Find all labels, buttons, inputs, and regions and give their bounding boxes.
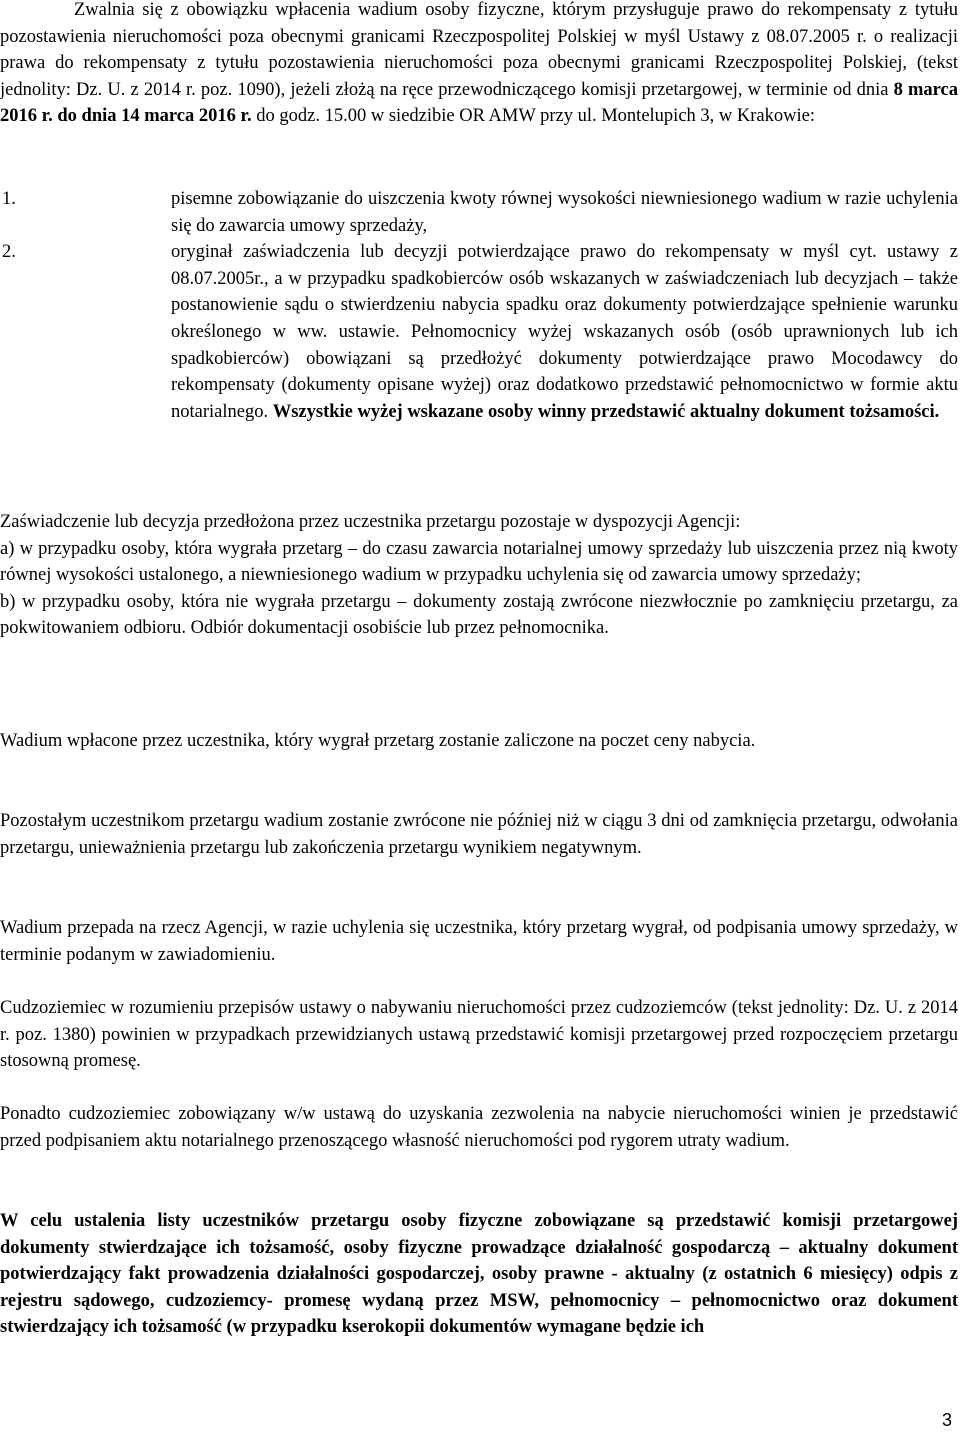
section-wadium-return: Pozostałym uczestnikom przetargu wadium zostanie zwrócone nie później niż w ciągu 3 dni od zamknięcia przetargu, odwołania przetargu, unieważnienia przetargu lub zakończenia przetargu wynikiem negatywnym. (0, 811, 958, 858)
list-text-regular: oryginał zaświadczenia lub decyzji potwierdzające prawo do rekompensaty w myśl cyt. ustawy z 08.07.2005r., a w przypadku spadkobierców osób wskazanych w zaświadczeniach lub decyzjach – także postanowienie sądu o stwierdzeniu nabycia spadku oraz dokumenty potwierdzające spełnienie warunku określonego w ww. ustawie. Pełnomocnicy wyżej wskazanych osób (osób uprawnionych lub ich spadkobierców) obowiązani są przedłożyć dokumenty potwierdzające prawo Mocodawcy do rekompensaty (dokumenty opisane wyżej) oraz dodatkowo przedstawić pełnomocnictwo w formie aktu notarialnego. (171, 242, 958, 422)
section-wadium-credit: Wadium wpłacone przez uczestnika, który wygrał przetarg zostanie zaliczone na poczet ceny nabycia. (0, 731, 756, 751)
list-item (0, 186, 958, 239)
section-certificate (0, 509, 958, 642)
section-foreigner-promise: Cudzoziemiec w rozumieniu przepisów ustawy o nabywaniu nieruchomości przez cudzoziemców (tekst jednolity: Dz. U. z 2014 r. poz. 1380) powinien w przypadkach przewidzianych ustawą przedstawić komisji przetargowej przed rozpoczęciem przetargu stosowną promesę. (0, 998, 958, 1072)
list-item (0, 239, 958, 425)
list-text-bold: Wszystkie wyżej wskazane osoby winny przedstawić aktualny dokument tożsamości. (272, 401, 940, 422)
list-number: 2. (2, 242, 16, 263)
section-participant-documents: W celu ustalenia listy uczestników przetargu osoby fizyczne zobowiązane są przedstawić komisji przetargowej dokumenty stwierdzające ich tożsamość, osoby fizyczne prowadzące działalność gospodarczą – aktualny dokument potwierdzający fakt prowadzenia działalności gospodarczej, osoby prawne - aktualny (z ostatnich 6 miesięcy) odpis z rejestru sądowego, cudzoziemcy- promesę wydaną przez MSW, pełnomocnicy – pełnomocnictwo oraz dokument stwierdzający ich tożsamość (w przypadku kserokopii dokumentów wymagane będzie ich (0, 1211, 958, 1338)
intro-text-1: Zwalnia się z obowiązku wpłacenia wadium osoby fizyczne, którym przysługuje prawo do rekompensaty z tytułu pozostawienia nieruchomości poza obecnymi granicami Rzeczpospolitej Polskiej w myśl Ustawy z 08.07.2005 r. o realizacji prawa do rekompensaty z tytułu pozostawienia nieruchomości poza obecnymi granicami Rzeczpospolitej Polskiej, (tekst jednolity: Dz. U. z 2014 r. poz. 1090), jeżeli złożą na ręce przewodniczącego komisji przetargowej, w terminie od dnia (0, 0, 958, 100)
page-number: 3 (941, 1410, 952, 1430)
section-certificate-b: b) w przypadku osoby, która nie wygrała przetargu – dokumenty zostają zwrócone niezwłocznie po zamknięciu przetargu, za pokwitowaniem odbioru. Odbiór dokumentacji osobiście lub przez pełnomocnika. (0, 591, 958, 639)
intro-text-2: do godz. 15.00 w siedzibie OR AMW przy ul. Montelupich 3, w Krakowie: (251, 106, 815, 127)
section-certificate-intro: Zaświadczenie lub decyzja przedłożona przez uczestnika przetargu pozostaje w dyspozycji Agencji: (0, 512, 741, 532)
section-certificate-a: a) w przypadku osoby, która wygrała przetarg – do czasu zawarcia notarialnej umowy sprzedaży lub uiszczenia przez nią kwoty równej wysokości ustalonego, a niewniesionego wadium w przypadku uchylenia się od zawarcia umowy sprzedaży; (0, 538, 958, 586)
section-foreigner-permit: Ponadto cudzoziemiec zobowiązany w/w ustawą do uzyskania zezwolenia na nabycie nieruchomości winien je przedstawić przed podpisaniem aktu notarialnego przenoszącego własność nieruchomości pod rygorem utraty wadium. (0, 1104, 958, 1151)
list-text (171, 239, 958, 425)
requirements-list (0, 186, 958, 425)
section-wadium-forfeit: Wadium przepada na rzecz Agencji, w razie uchylenia się uczestnika, który przetarg wygrał, od podpisania umowy sprzedaży, w terminie podanym w zawiadomieniu. (0, 918, 958, 965)
intro-dates-bold: 8 marca 2016 r. do dnia 14 marca 2016 r. (0, 79, 959, 127)
list-text: pisemne zobowiązanie do uiszczenia kwoty równej wysokości niewniesionego wadium w razie uchylenia się do zawarcia umowy sprzedaży, (171, 189, 958, 236)
list-number: 1. (2, 189, 16, 209)
intro-paragraph (0, 0, 958, 130)
